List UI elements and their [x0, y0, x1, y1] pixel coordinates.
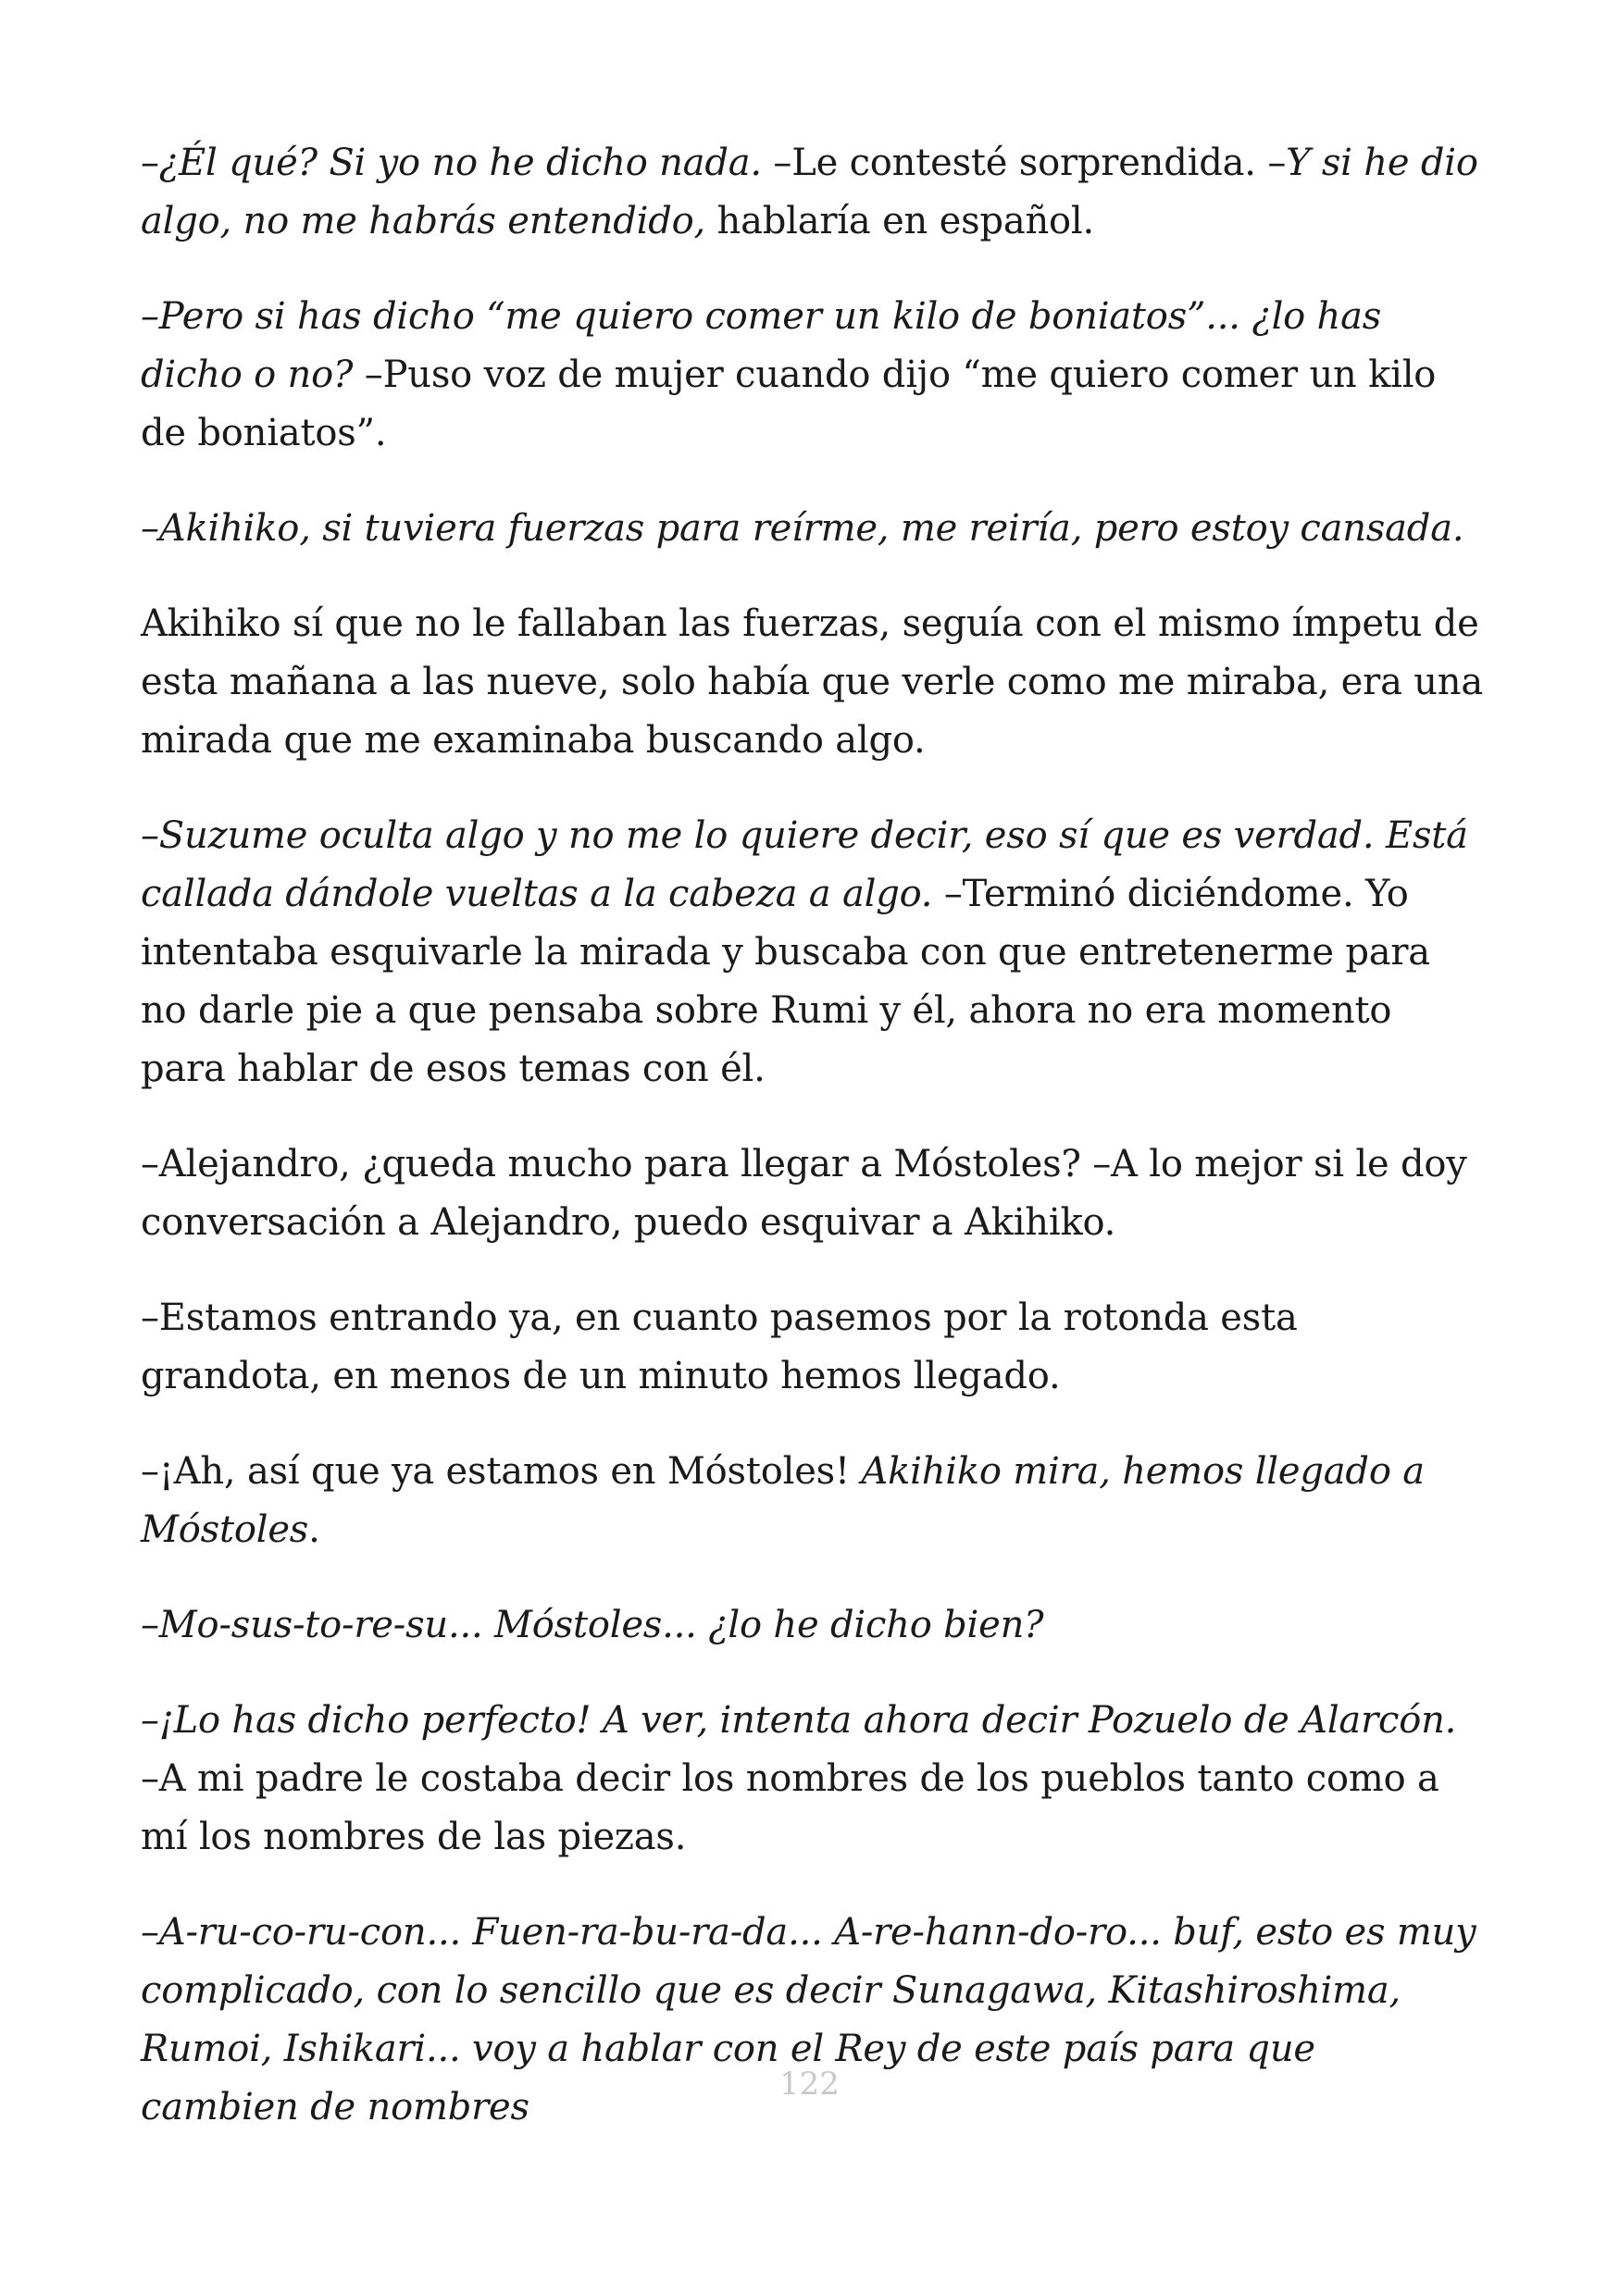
- paragraph: [141, 1289, 1483, 1406]
- text-span: –Puso voz de mujer cuando dijo “me quiero comer un kilo de boniatos”.: [141, 354, 1437, 454]
- paragraph: [141, 1136, 1483, 1252]
- text-span: –A mi padre le costaba decir los nombres de los pueblos tanto como a mí los nombres de las piezas.: [141, 1757, 1439, 1858]
- text-span: hablaría en español.: [705, 200, 1095, 242]
- paragraph: [141, 134, 1483, 251]
- page-number: 122: [779, 2066, 840, 2103]
- italic-span: –¿Él qué? Si yo no he dicho nada.: [141, 142, 762, 184]
- text-span: .: [308, 1508, 320, 1551]
- italic-span: –¡Lo has dicho perfecto! A ver, intenta ahora decir Pozuelo de Alarcón.: [141, 1699, 1457, 1742]
- italic-span: Akihiko mira, hemos llegado a Móstoles: [141, 1450, 1425, 1551]
- italic-span: –Akihiko, si tuviera fuerzas para reírme, me reiría, pero estoy cansada.: [141, 507, 1464, 550]
- italic-span: Y si he dio algo, no me habrás entendido,: [141, 142, 1478, 242]
- italic-span: –A-ru-co-ru-con... Fuen-ra-bu-ra-da... A-re-hann-do-ro... buf, esto es muy complicado, con lo sencillo que es decir Sunagawa, Kitashiroshima, Rumoi, Ishikari... voy a hablar con el Rey de este país para que cambien de nombres: [141, 1911, 1476, 2128]
- paragraph: [141, 500, 1483, 558]
- italic-span: –Pero si has dicho “me quiero comer un kilo de boniatos”... ¿lo has dicho o no?: [141, 295, 1382, 396]
- text-span: –Alejandro, ¿queda mucho para llegar a Móstoles? –A lo mejor si le doy conversación a Alejandro, puedo esquivar a Akihiko.: [141, 1143, 1467, 1244]
- paragraph: [141, 595, 1483, 770]
- paragraph: [141, 1692, 1483, 1867]
- italic-span: –Suzume oculta algo y no me lo quiere decir, eso sí que es verdad. Está callada dándole vueltas a la cabeza a algo.: [141, 814, 1468, 915]
- paragraph: [141, 1443, 1483, 1559]
- text-span: Akihiko sí que no le fallaban las fuerzas, seguía con el mismo ímpetu de esta mañana a las nueve, solo había que verle como me miraba, era una mirada que me examinaba buscando algo.: [141, 602, 1484, 762]
- paragraph: [141, 288, 1483, 463]
- page-body: [141, 134, 1483, 2174]
- text-span: –Le contesté sorprendida. –: [761, 142, 1287, 184]
- text-span: –Estamos entrando ya, en cuanto pasemos por la rotonda esta grandota, en menos de un minuto hemos llegado.: [141, 1297, 1298, 1397]
- text-span: –¡Ah, así que ya estamos en Móstoles!: [141, 1450, 862, 1493]
- paragraph: [141, 1596, 1483, 1655]
- paragraph: [141, 807, 1483, 1098]
- italic-span: –Mo-sus-to-re-su... Móstoles... ¿lo he dicho bien?: [141, 1604, 1044, 1646]
- text-span: –Terminó diciéndome. Yo intentaba esquivarle la mirada y buscaba con que entretenerme para no darle pie a que pensaba sobre Rumi y él, ahora no era momento para hablar de esos temas con él.: [141, 873, 1430, 1090]
